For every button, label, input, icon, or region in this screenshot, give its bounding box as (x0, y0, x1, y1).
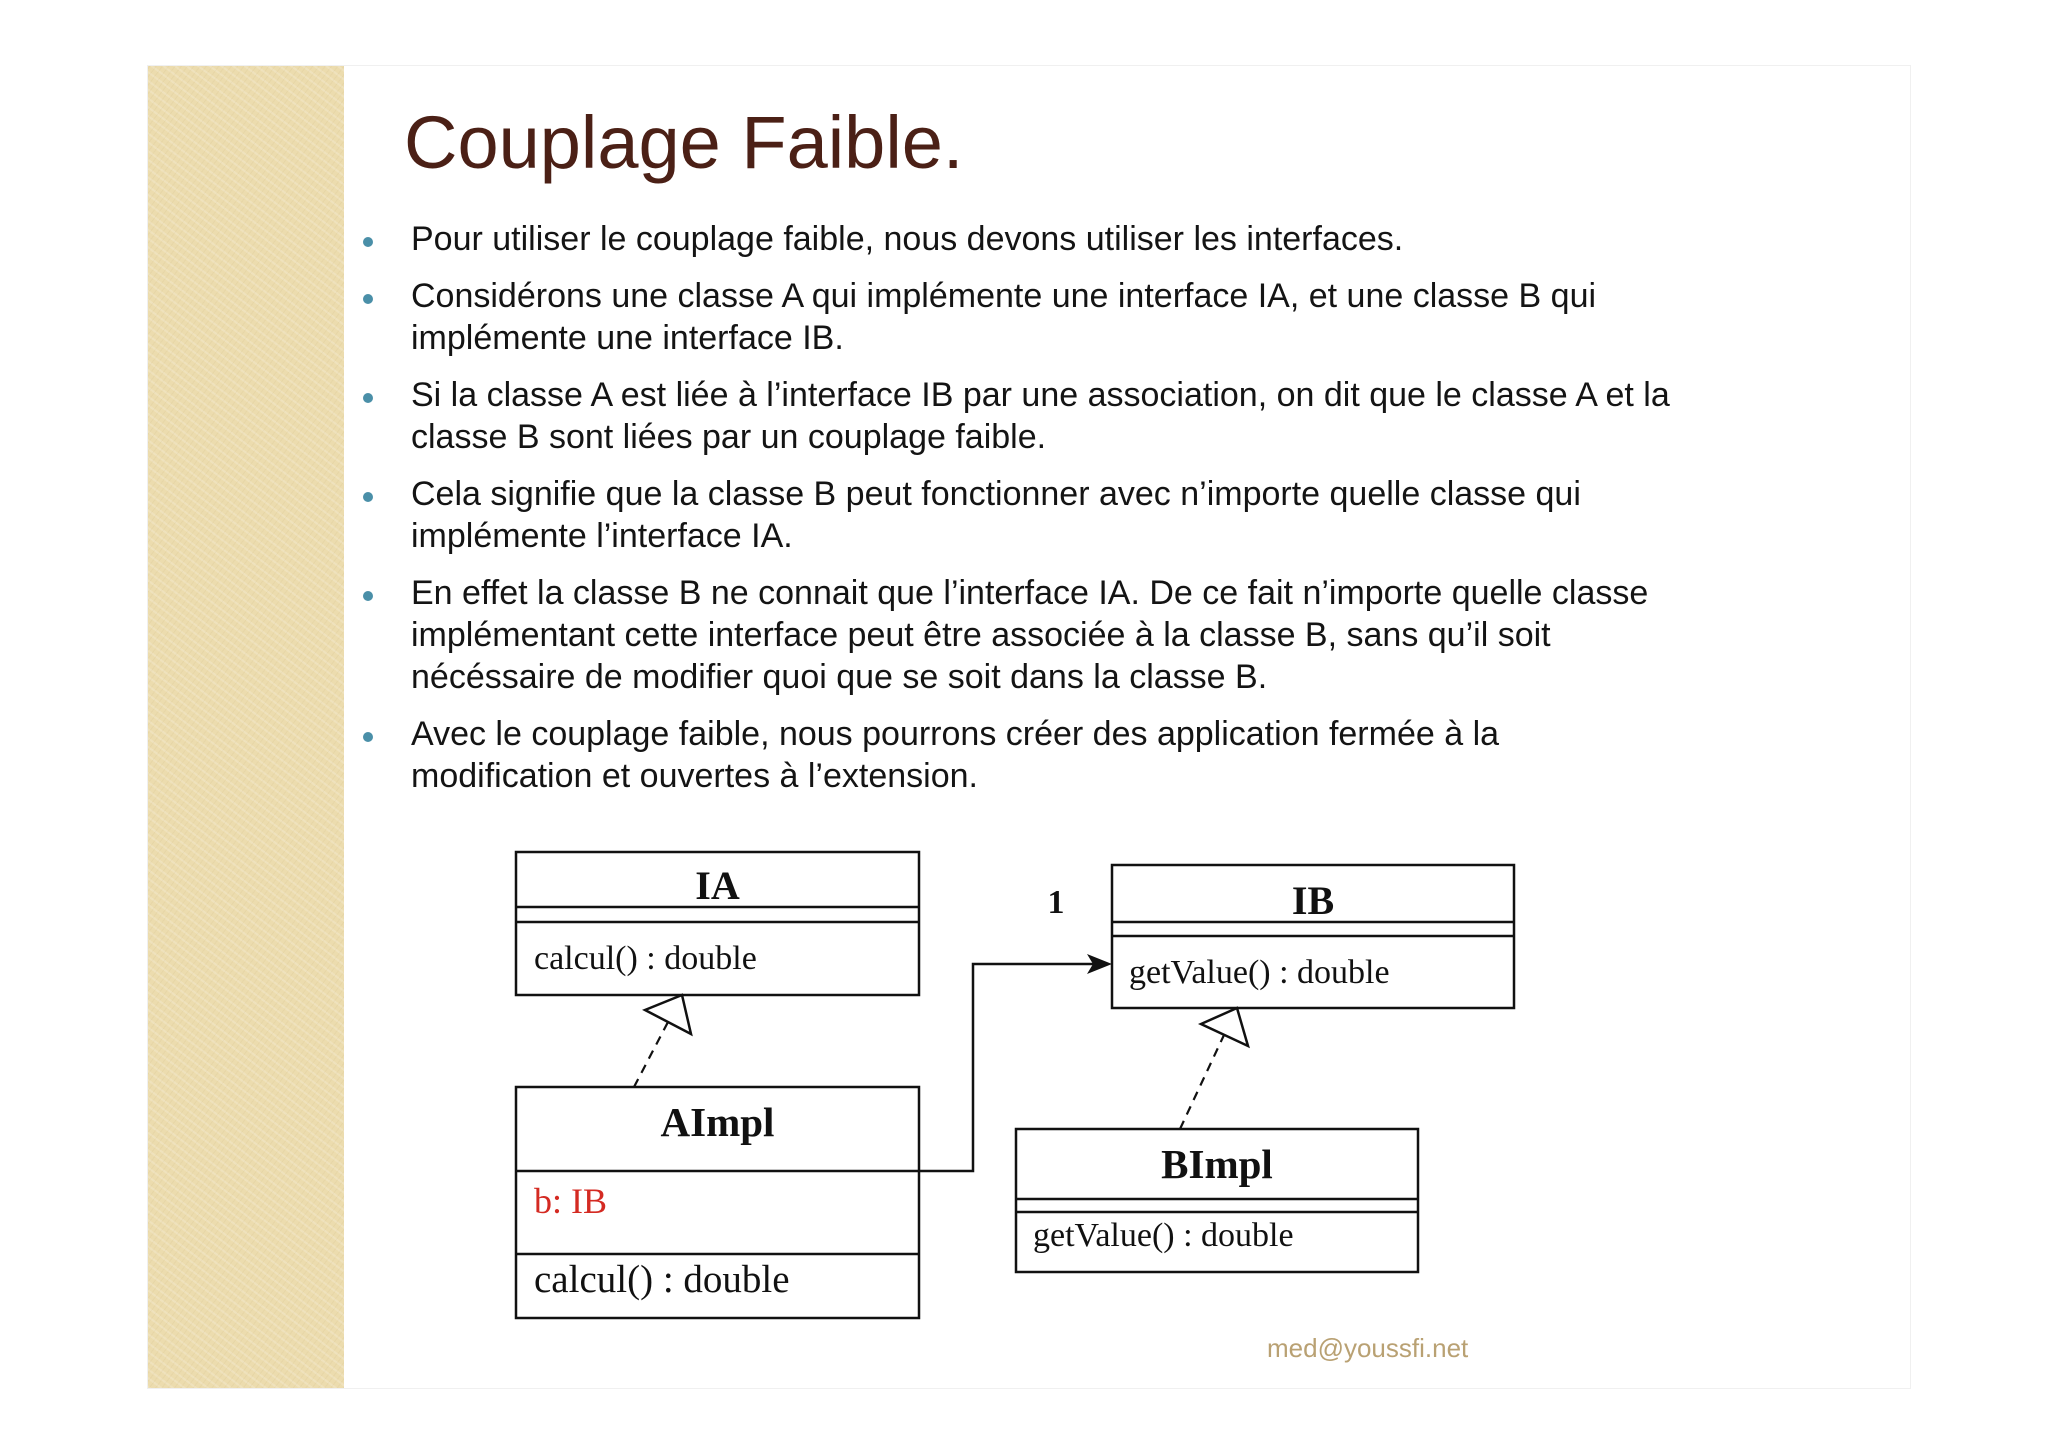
uml-realization-line (1180, 1035, 1224, 1129)
slide-footer-email: med@youssfi.net (1267, 1333, 1469, 1363)
uml-class-bimpl (1016, 1129, 1418, 1272)
slide-title: Couplage Faible. (404, 101, 964, 184)
uml-class-aimpl-attribute: b: IB (534, 1181, 608, 1221)
uml-interface-ia-operation: calcul() : double (534, 940, 757, 977)
uml-class-aimpl-operation: calcul() : double (534, 1258, 790, 1301)
uml-interface-ib (1112, 865, 1514, 1008)
bullet-text-line: En effet la classe B ne connait que l’interface IA. De ce fait n’importe quelle classe (411, 574, 1649, 612)
bullet-text-line: implémentant cette interface peut être associée à la classe B, sans qu’il soit (411, 616, 1551, 654)
bullet-text-line: implémente l’interface IA. (411, 517, 793, 555)
bullet-text-line: nécéssaire de modifier quoi que se soit dans la classe B. (411, 658, 1268, 696)
uml-class-aimpl (516, 1087, 919, 1318)
uml-class-aimpl-name: AImpl (660, 1099, 775, 1145)
bullet-text-line: Pour utiliser le couplage faible, nous devons utiliser les interfaces. (411, 220, 1404, 258)
uml-realization-triangle (645, 995, 691, 1034)
uml-interface-ia (516, 852, 919, 995)
uml-realization-line (634, 1022, 668, 1087)
bullet-text-line: modification et ouvertes à l’extension. (411, 757, 978, 795)
uml-class-bimpl-operation: getValue() : double (1033, 1217, 1294, 1254)
uml-interface-ia-name: IA (695, 863, 740, 908)
uml-realization-triangle (1201, 1008, 1248, 1046)
bullet-text-line: Cela signifie que la classe B peut fonctionner avec n’importe quelle classe qui (411, 475, 1581, 513)
uml-interface-ib-operation: getValue() : double (1129, 954, 1390, 991)
uml-association-multiplicity: 1 (1047, 884, 1065, 921)
bullet-text-line: classe B sont liées par un couplage faible. (411, 418, 1047, 456)
uml-class-bimpl-name: BImpl (1161, 1141, 1273, 1187)
uml-realization-bimpl-ib (1180, 1008, 1248, 1129)
bullet-text-line: Si la classe A est liée à l’interface IB par une association, on dit que le classe A et la (411, 376, 1670, 414)
uml-realization-aimpl-ia (634, 995, 691, 1087)
uml-interface-ib-name: IB (1291, 878, 1335, 923)
bullet-text-line: Considérons une classe A qui implémente une interface IA, et une classe B qui (411, 277, 1597, 315)
bullet-text-line: Avec le couplage faible, nous pourrons créer des application fermée à la (411, 715, 1500, 753)
bullet-text-line: implémente une interface IB. (411, 319, 844, 357)
